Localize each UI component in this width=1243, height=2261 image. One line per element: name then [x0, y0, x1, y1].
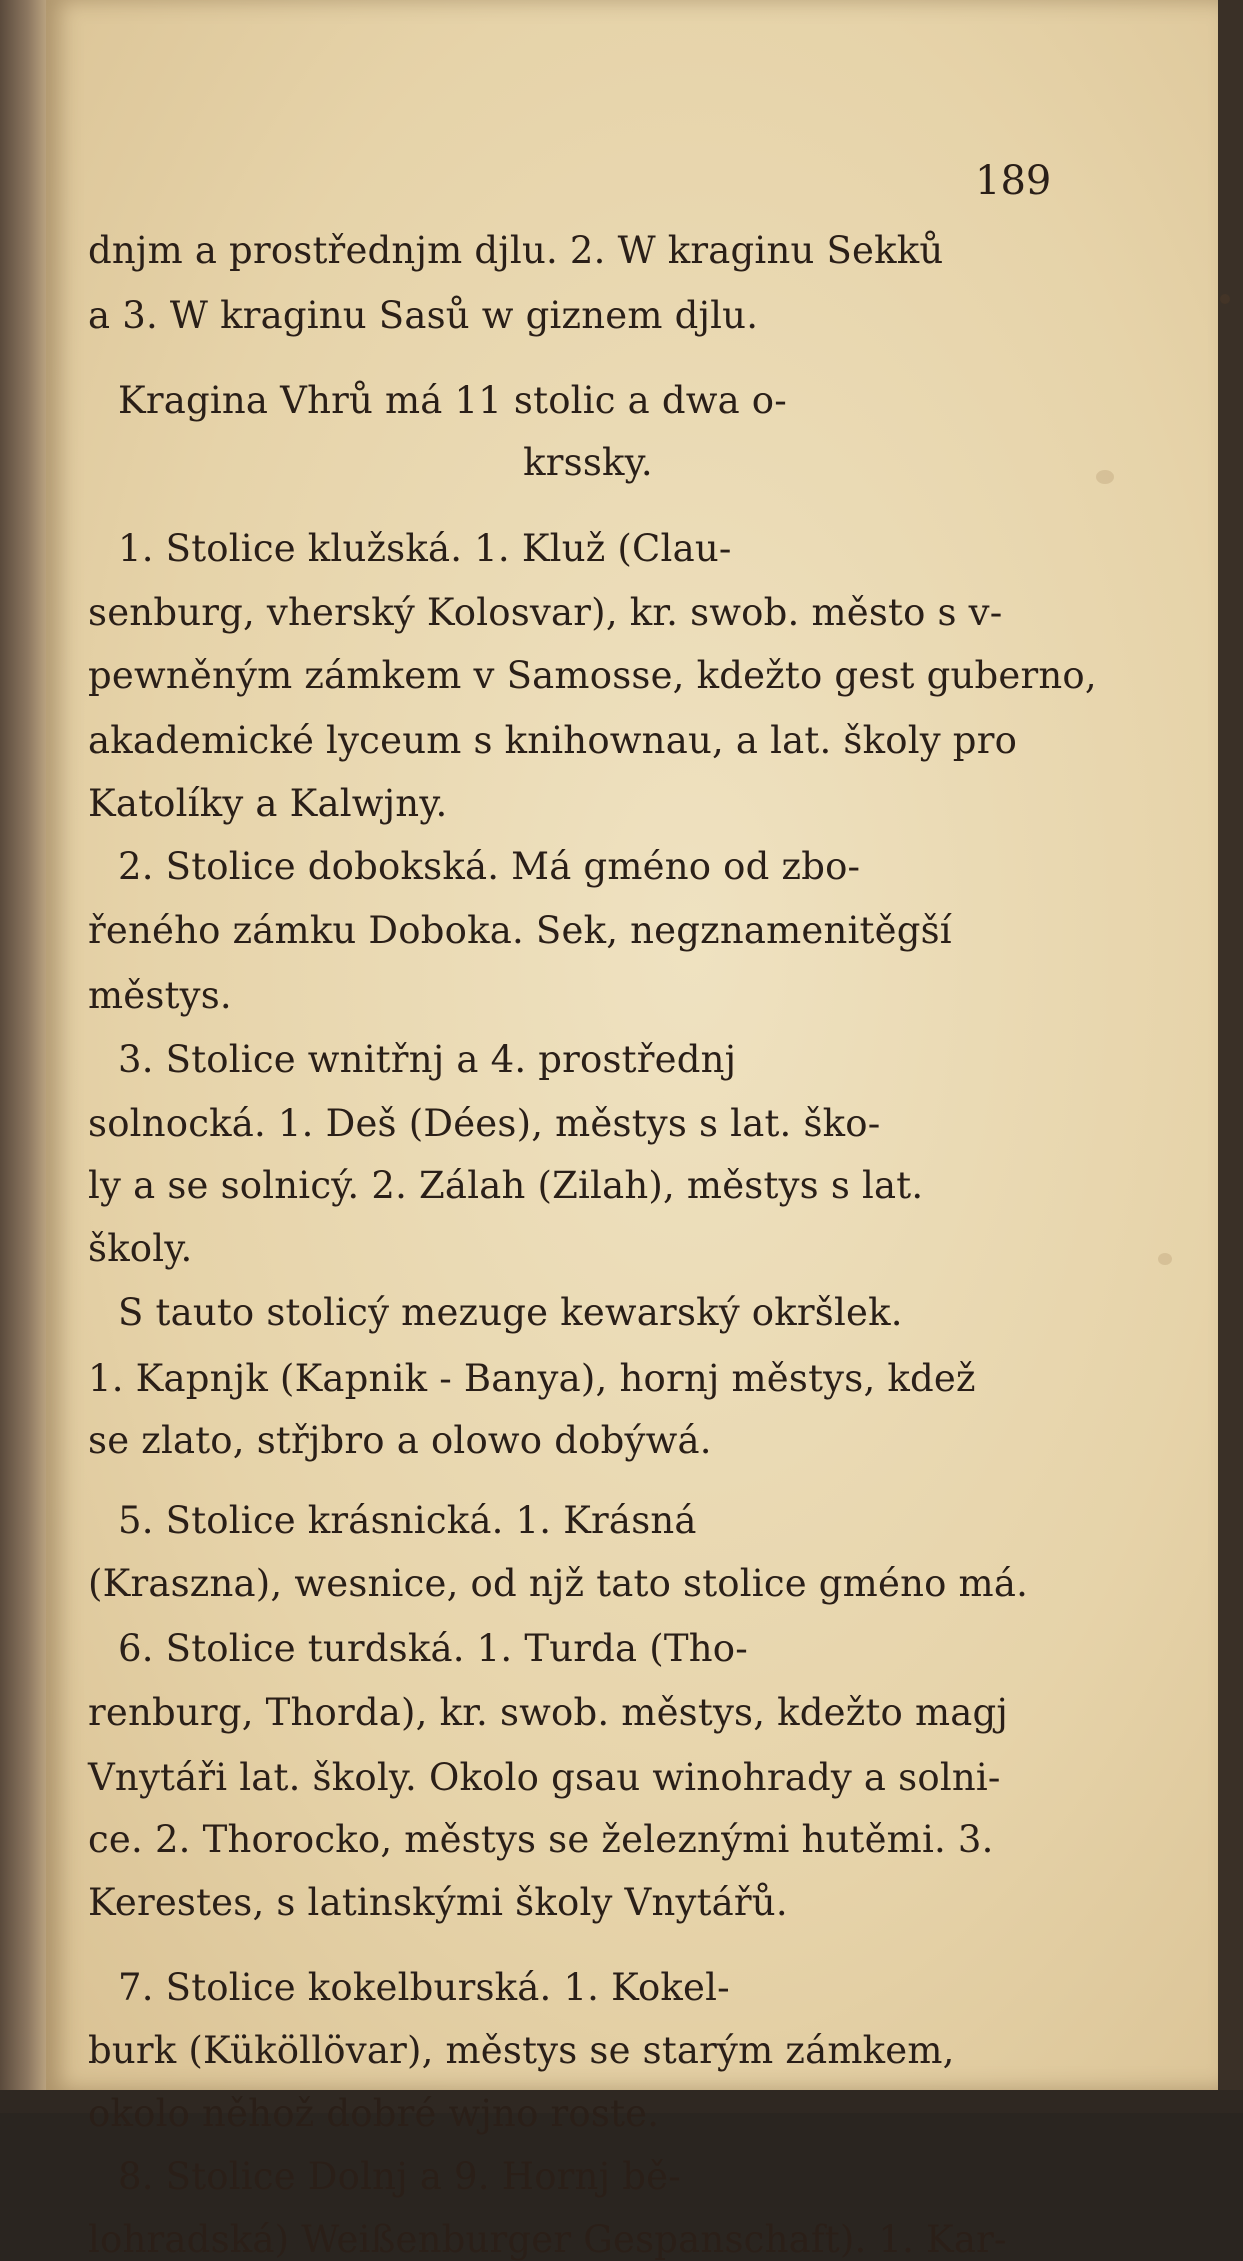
text-line: 2. Stolice dobokská. Má gméno od zbo-: [118, 845, 861, 888]
text-line: 6. Stolice turdská. 1. Turda (Tho-: [118, 1627, 748, 1670]
text-line: městys.: [88, 974, 232, 1017]
text-line: dnjm a prostřednjm djlu. 2. W kraginu Sekků: [88, 229, 944, 272]
text-line: Katolíky a Kalwjny.: [88, 782, 448, 825]
text-line: se zlato, střjbro a olowo dobýwá.: [88, 1419, 712, 1462]
text-line: okolo něhož dobré wjno roste.: [88, 2092, 660, 2135]
text-line: burk (Küköllövar), městys se starým zámkem,: [88, 2029, 955, 2072]
text-line: lohradská) Weißenburger Gespanschaft). 1. Kar-: [88, 2218, 1007, 2261]
paper-stain: [1158, 1253, 1172, 1265]
text-line: Kragina Vhrů má 11 stolic a dwa o-: [118, 379, 787, 422]
text-line: 7. Stolice kokelburská. 1. Kokel-: [118, 1966, 730, 2009]
text-line: krssky.: [523, 441, 653, 484]
text-line: řeného zámku Doboka. Sek, negznamenitěgší: [88, 909, 952, 952]
text-line: senburg, vherský Kolosvar), kr. swob. město s v-: [88, 591, 1003, 634]
page-number: 189: [975, 158, 1052, 204]
text-line: 5. Stolice krásnická. 1. Krásná: [118, 1499, 697, 1542]
book-gutter: [0, 0, 46, 2113]
text-line: a 3. W kraginu Sasů w giznem djlu.: [88, 294, 759, 337]
paper-stain: [1096, 470, 1114, 484]
text-line: S tauto stolicý mezuge kewarský okršlek.: [118, 1291, 903, 1334]
text-line: školy.: [88, 1227, 193, 1270]
text-line: akademické lyceum s knihownau, a lat. školy pro: [88, 719, 1018, 762]
text-line: 3. Stolice wnitřnj a 4. prostřednj: [118, 1038, 737, 1081]
text-line: 1. Stolice klužská. 1. Kluž (Clau-: [118, 527, 732, 570]
text-line: 8. Stolice Dolnj a 9. Hornj bě-: [118, 2155, 681, 2198]
text-line: ly a se solnicý. 2. Zálah (Zilah), městys s lat.: [88, 1164, 924, 1207]
text-line: (Kraszna), wesnice, od njž tato stolice gméno má.: [88, 1562, 1029, 1605]
text-line: ce. 2. Thorocko, městys se železnými hutěmi. 3.: [88, 1818, 994, 1861]
text-line: Vnytáři lat. školy. Okolo gsau winohrady a solni-: [88, 1756, 1001, 1799]
paper-stain: [1220, 294, 1230, 304]
text-line: solnocká. 1. Deš (Dées), městys s lat. ško-: [88, 1102, 881, 1145]
text-line: renburg, Thorda), kr. swob. městys, kdežto magj: [88, 1691, 1009, 1734]
text-line: Kerestes, s latinskými školy Vnytářů.: [88, 1881, 788, 1924]
text-line: 1. Kapnjk (Kapnik - Banya), hornj městys, kdež: [88, 1357, 976, 1400]
text-line: pewněným zámkem v Samosse, kdežto gest guberno,: [88, 654, 1097, 697]
